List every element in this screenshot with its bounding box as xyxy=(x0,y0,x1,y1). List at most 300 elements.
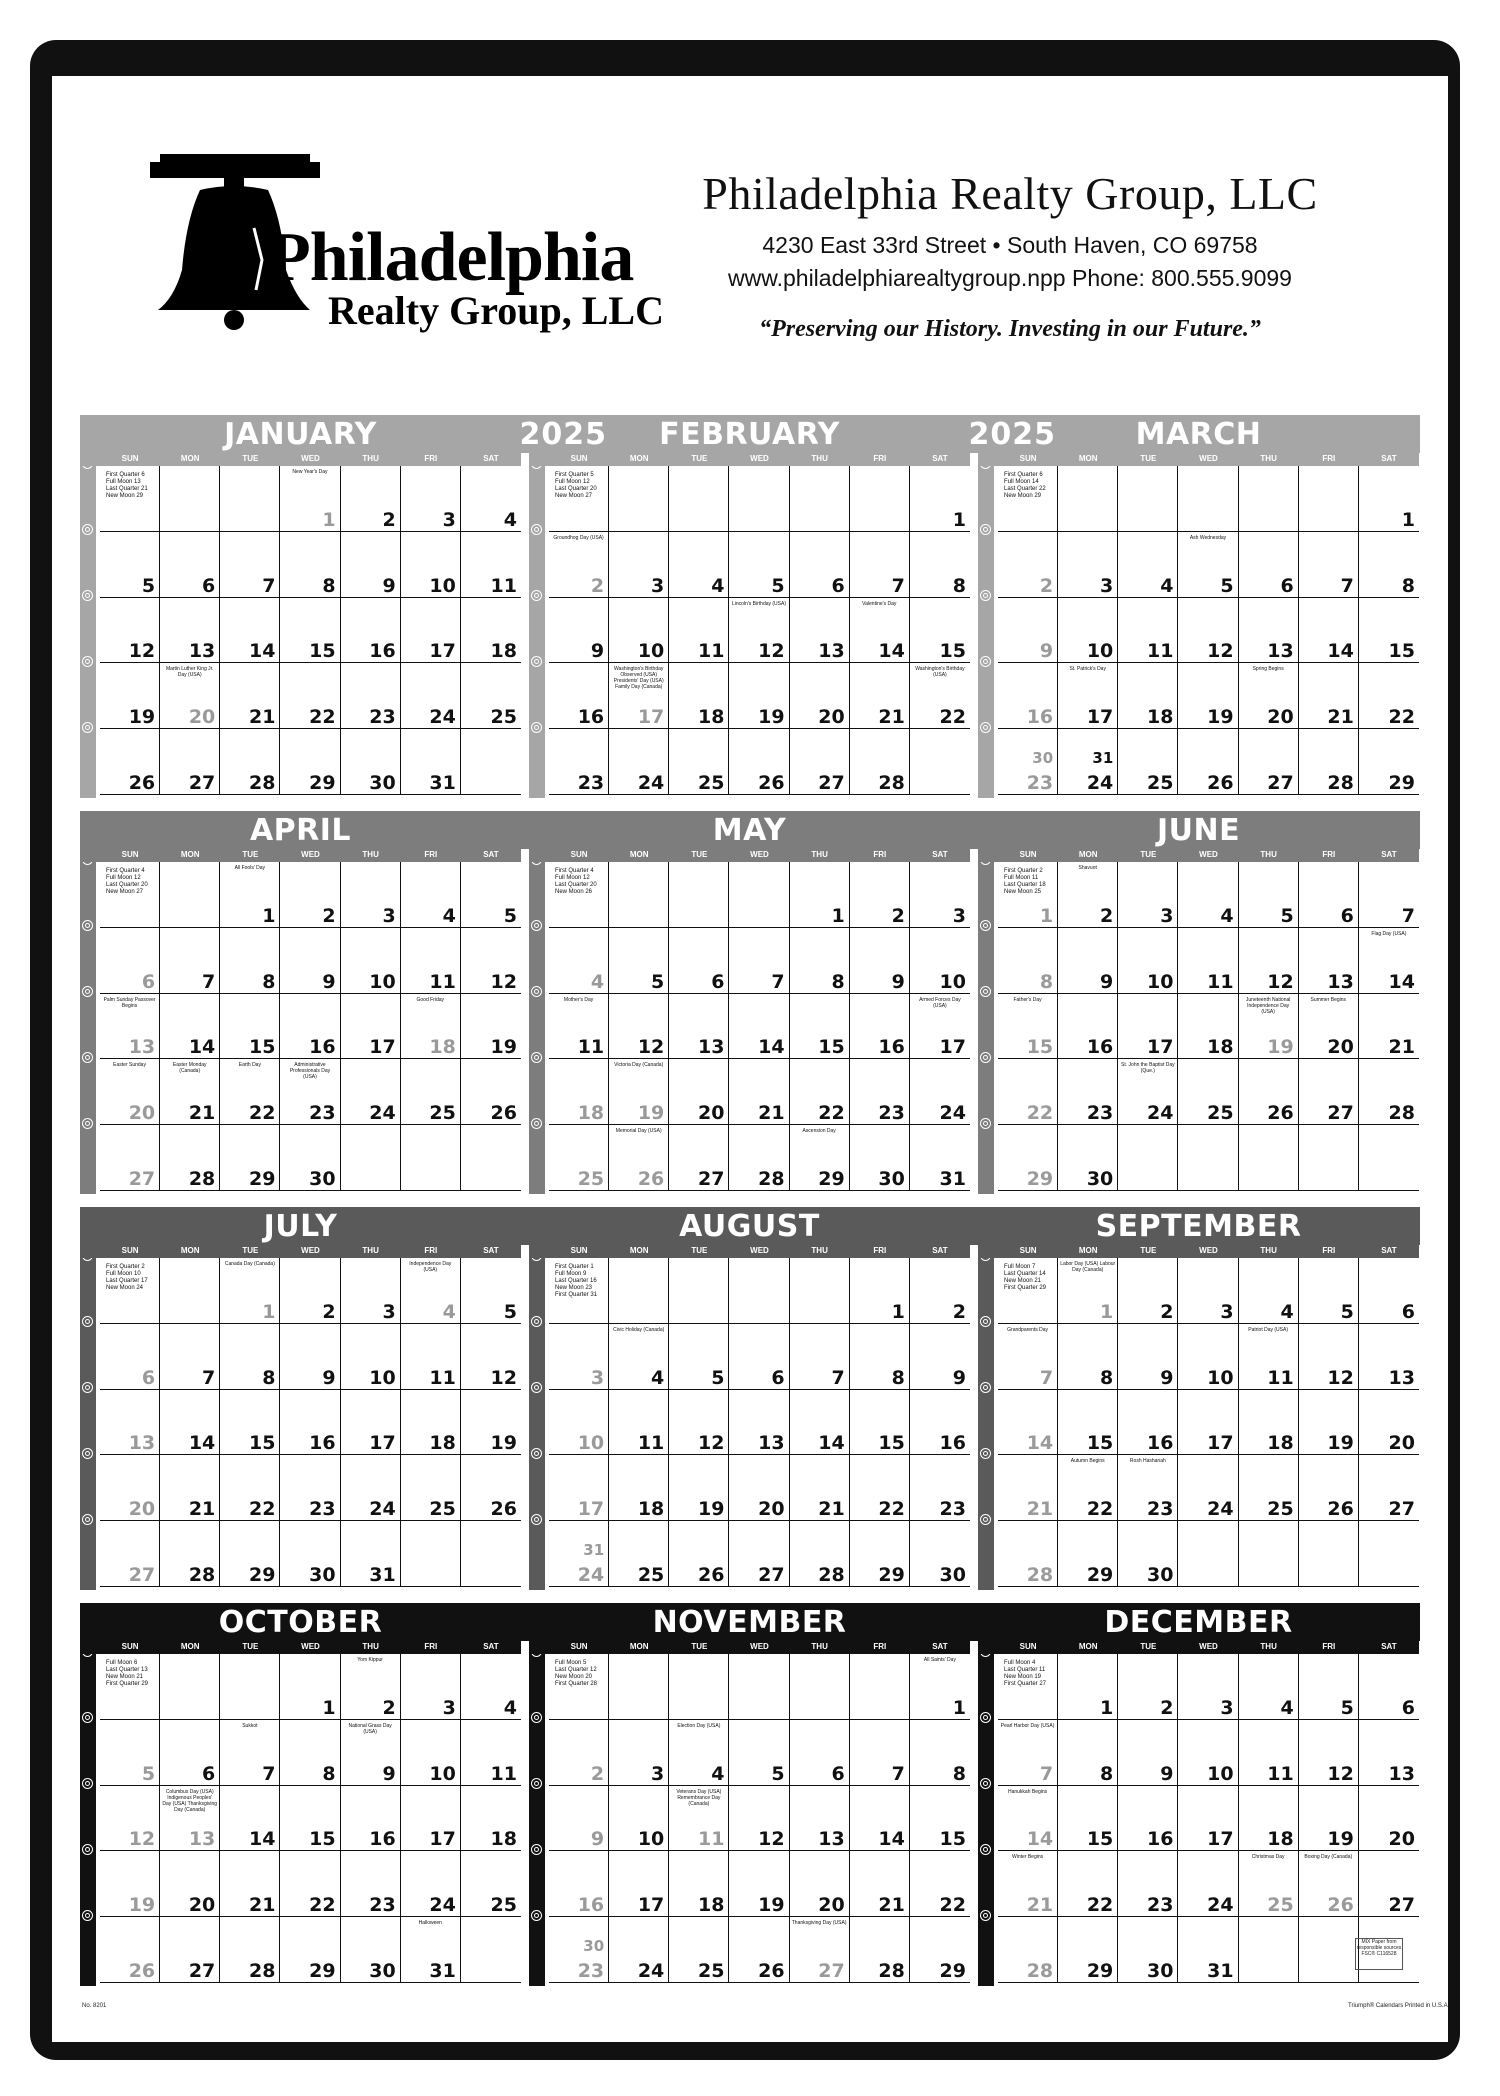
holiday-label: Shavuot xyxy=(1078,865,1097,871)
moon-phases xyxy=(555,472,597,500)
day-number: 28 xyxy=(1026,1564,1054,1586)
day-number: 17 xyxy=(429,1828,456,1851)
day-cell xyxy=(100,1258,160,1324)
day-number: 4 xyxy=(442,904,456,927)
weekday-label: TUE xyxy=(242,1246,259,1255)
day-number: 22 xyxy=(939,706,966,729)
day-number: 12 xyxy=(128,1828,156,1851)
week-marker-icon xyxy=(980,986,991,997)
month-december xyxy=(978,1603,1419,1986)
weekday-label: SAT xyxy=(932,850,948,859)
day-number: 12 xyxy=(490,1366,517,1389)
weekday-label: SAT xyxy=(1381,850,1397,859)
day-number: 13 xyxy=(188,1828,216,1851)
day-number: 1 xyxy=(1039,904,1054,927)
day-cell xyxy=(609,1258,669,1324)
day-cell xyxy=(341,928,401,994)
day-cell xyxy=(790,994,850,1060)
day-number: 27 xyxy=(1388,1894,1415,1917)
day-number: 14 xyxy=(1026,1828,1054,1851)
day-cell xyxy=(1058,994,1118,1060)
day-number: 22 xyxy=(1086,1894,1114,1917)
day-number: 10 xyxy=(939,970,966,993)
day-number: 11 xyxy=(1207,970,1234,993)
day-cell xyxy=(1058,532,1118,598)
moon-phase-line: New Moon 26 xyxy=(555,889,593,895)
day-cell xyxy=(1359,1059,1419,1125)
day-cell xyxy=(1359,862,1419,928)
day-number: 20 xyxy=(818,706,845,729)
moon-phase-line: First Quarter 27 xyxy=(1004,1681,1047,1687)
day-number: 16 xyxy=(369,640,396,663)
weekday-label: THU xyxy=(1260,454,1277,463)
day-cell xyxy=(850,1455,910,1521)
weekday-label: WED xyxy=(301,1642,320,1651)
day-cell xyxy=(100,1521,160,1587)
day-cell xyxy=(160,1521,220,1587)
month-grid xyxy=(549,1654,970,1983)
day-cell xyxy=(910,1654,970,1720)
week-marker-icon xyxy=(82,722,93,733)
day-cell xyxy=(401,1125,461,1191)
day-number: 25 xyxy=(1267,1498,1294,1521)
day-number: 14 xyxy=(248,640,276,663)
day-cell xyxy=(609,928,669,994)
day-cell xyxy=(1239,1324,1299,1390)
day-number: 23 xyxy=(1146,1498,1174,1521)
day-number: 14 xyxy=(248,1828,276,1851)
day-cell xyxy=(1359,1521,1419,1587)
day-cell xyxy=(1058,663,1118,729)
day-cell xyxy=(790,1258,850,1324)
day-number: 7 xyxy=(771,970,785,993)
weekday-label: FRI xyxy=(1322,1246,1336,1255)
day-number: 1 xyxy=(322,1696,336,1719)
day-cell xyxy=(1359,598,1419,664)
weekday-label: FRI xyxy=(424,850,438,859)
day-number: 30 xyxy=(939,1564,966,1586)
month-side-strip xyxy=(978,453,994,798)
day-cell xyxy=(1239,729,1299,795)
weekday-label: WED xyxy=(1199,1246,1218,1255)
day-number: 13 xyxy=(1388,1366,1415,1389)
day-cell xyxy=(1239,994,1299,1060)
day-number: 26 xyxy=(128,1960,156,1982)
holiday-label: Easter Sunday xyxy=(113,1062,146,1069)
day-number: 4 xyxy=(651,1366,665,1389)
moon-phase-line: First Quarter 2 xyxy=(106,1264,145,1270)
day-cell xyxy=(790,928,850,994)
day-number: 6 xyxy=(1340,904,1354,927)
day-number: 17 xyxy=(429,640,456,663)
day-number: 2 xyxy=(322,904,336,927)
day-number: 11 xyxy=(490,1762,517,1785)
day-number: 21 xyxy=(188,1102,216,1125)
day-cell xyxy=(461,1258,521,1324)
day-number: 9 xyxy=(322,1366,336,1389)
week-marker-icon xyxy=(82,1382,93,1393)
day-number: 28 xyxy=(1388,1102,1415,1125)
day-cell xyxy=(1178,1390,1238,1456)
day-cell xyxy=(1118,1059,1178,1125)
day-number: 25 xyxy=(577,1168,605,1190)
day-cell xyxy=(910,1720,970,1786)
day-cell xyxy=(1239,532,1299,598)
holiday-label: Easter Monday (Canada) xyxy=(172,1062,207,1075)
week-marker-icon xyxy=(980,590,991,601)
weekday-headers xyxy=(549,453,970,465)
day-number: 25 xyxy=(637,1564,665,1586)
day-number: 15 xyxy=(248,1036,276,1059)
weekday-label: MON xyxy=(1078,1642,1098,1651)
day-cell xyxy=(1178,1059,1238,1125)
day-cell xyxy=(1178,729,1238,795)
day-number: 18 xyxy=(429,1036,456,1059)
day-cell xyxy=(100,663,160,729)
day-number: 9 xyxy=(322,970,336,993)
day-number: 9 xyxy=(1100,970,1114,993)
day-cell xyxy=(609,1059,669,1125)
day-number: 1 xyxy=(262,1300,276,1323)
day-cell xyxy=(401,1324,461,1390)
day-cell xyxy=(100,994,160,1060)
day-cell xyxy=(1118,1851,1178,1917)
moon-phase-line: First Quarter 2 xyxy=(1004,868,1043,874)
month-side-strip xyxy=(80,1245,96,1590)
day-cell xyxy=(910,1258,970,1324)
day-cell xyxy=(729,1720,789,1786)
day-number: 11 xyxy=(697,640,725,663)
day-number: 7 xyxy=(202,970,216,993)
day-number: 13 xyxy=(128,1432,156,1455)
company-logo xyxy=(150,150,664,340)
weekday-label: WED xyxy=(1199,1642,1218,1651)
day-number: 22 xyxy=(248,1498,276,1521)
holiday-label: Juneteenth National Independence Day (USA) xyxy=(1245,996,1291,1015)
month-name: OCTOBER xyxy=(218,1605,383,1640)
day-cell xyxy=(280,1125,340,1191)
day-cell xyxy=(401,1258,461,1324)
holiday-label: Memorial Day (USA) xyxy=(615,1128,662,1135)
day-cell xyxy=(1359,1786,1419,1852)
day-cell xyxy=(1239,1125,1299,1191)
day-number: 16 xyxy=(939,1432,966,1455)
holiday-label: Columbus Day (USA) Indigenous Peoples' Day (USA) Thanksgiving Day (Canada) xyxy=(162,1788,218,1813)
holiday-label: Sukkot xyxy=(242,1722,258,1729)
day-number: 1 xyxy=(262,904,276,927)
day-cell xyxy=(790,1851,850,1917)
weekday-label: THU xyxy=(362,1246,379,1255)
day-number: 7 xyxy=(891,1762,905,1785)
day-number: 14 xyxy=(188,1432,216,1455)
day-number: 31 xyxy=(939,1168,966,1190)
day-cell xyxy=(790,1390,850,1456)
day-number: 31 xyxy=(1092,749,1114,767)
day-cell xyxy=(100,1059,160,1125)
day-cell xyxy=(341,1521,401,1587)
day-cell xyxy=(280,928,340,994)
day-number: 6 xyxy=(141,970,156,993)
week-marker-icon xyxy=(531,1316,542,1327)
day-cell xyxy=(910,1324,970,1390)
day-cell xyxy=(160,1720,220,1786)
day-cell xyxy=(1178,994,1238,1060)
day-number: 13 xyxy=(1267,640,1294,663)
day-cell xyxy=(669,1059,729,1125)
day-cell xyxy=(729,1390,789,1456)
holiday-label: New Year's Day xyxy=(292,469,328,475)
day-number: 21 xyxy=(818,1498,845,1521)
day-number: 9 xyxy=(590,640,605,663)
week-marker-icon xyxy=(980,524,991,535)
day-cell xyxy=(160,532,220,598)
month-grid xyxy=(549,1258,970,1587)
day-number: 4 xyxy=(1160,574,1174,597)
day-number: 12 xyxy=(758,1828,785,1851)
year-label: 2025 xyxy=(519,417,607,452)
day-number: 15 xyxy=(309,1828,336,1851)
day-number: 18 xyxy=(577,1102,605,1125)
day-number: 15 xyxy=(878,1432,905,1455)
day-cell xyxy=(1239,1455,1299,1521)
day-cell xyxy=(220,532,280,598)
day-number: 27 xyxy=(128,1564,156,1586)
day-cell xyxy=(910,663,970,729)
day-number: 3 xyxy=(1160,904,1174,927)
day-number: 21 xyxy=(248,706,276,729)
day-cell xyxy=(850,1059,910,1125)
day-number: 29 xyxy=(1086,1960,1114,1982)
day-cell xyxy=(609,1455,669,1521)
day-cell xyxy=(669,1521,729,1587)
day-cell xyxy=(669,928,729,994)
day-cell xyxy=(1359,1455,1419,1521)
day-cell xyxy=(729,1786,789,1852)
day-number: 22 xyxy=(248,1102,276,1125)
day-number: 22 xyxy=(878,1498,905,1521)
holiday-label: Administrative Professionals Day (USA) xyxy=(289,1062,331,1081)
day-number: 16 xyxy=(309,1036,336,1059)
moon-phase-line: New Moon 20 xyxy=(555,1674,593,1680)
day-cell xyxy=(1058,598,1118,664)
day-number: 22 xyxy=(939,1894,966,1917)
day-cell xyxy=(1299,598,1359,664)
day-number: 6 xyxy=(202,1762,216,1785)
day-cell xyxy=(341,729,401,795)
day-cell xyxy=(669,1125,729,1191)
day-cell xyxy=(280,1521,340,1587)
day-cell xyxy=(1178,1786,1238,1852)
day-cell xyxy=(790,1786,850,1852)
day-cell xyxy=(1359,928,1419,994)
weekday-label: THU xyxy=(811,1246,828,1255)
day-cell xyxy=(850,532,910,598)
week-marker-icon xyxy=(531,524,542,535)
day-cell xyxy=(850,663,910,729)
day-cell xyxy=(910,532,970,598)
day-cell xyxy=(341,1125,401,1191)
moon-phase-line: Full Moon 10 xyxy=(106,1271,141,1277)
day-number: 16 xyxy=(1146,1828,1174,1851)
day-cell xyxy=(220,729,280,795)
day-cell xyxy=(1359,1390,1419,1456)
month-name: FEBRUARY xyxy=(659,417,840,452)
day-number: 20 xyxy=(188,1894,216,1917)
weekday-label: WED xyxy=(301,454,320,463)
day-cell xyxy=(341,663,401,729)
day-cell xyxy=(220,1324,280,1390)
day-number: 11 xyxy=(429,1366,456,1389)
day-number: 2 xyxy=(952,1300,966,1323)
weekday-label: TUE xyxy=(1140,1246,1157,1255)
day-cell xyxy=(1359,994,1419,1060)
day-cell xyxy=(220,1654,280,1720)
holiday-label: Mother's Day xyxy=(563,996,594,1003)
day-cell xyxy=(1178,532,1238,598)
weekday-label: MON xyxy=(180,454,200,463)
day-number: 26 xyxy=(490,1498,517,1521)
holiday-label: Winter Begins xyxy=(1012,1854,1044,1861)
day-number: 1 xyxy=(952,508,966,531)
moon-phase-line: Full Moon 12 xyxy=(555,479,590,485)
day-number: 13 xyxy=(1327,970,1354,993)
holiday-label: Martin Luther King Jr. Day (USA) xyxy=(165,666,214,679)
weekday-label: WED xyxy=(750,850,769,859)
weekday-headers xyxy=(998,1641,1419,1653)
day-cell xyxy=(729,466,789,532)
day-cell xyxy=(1359,1324,1419,1390)
day-cell xyxy=(461,1390,521,1456)
moon-phase-line: Full Moon 14 xyxy=(1004,479,1039,485)
day-cell xyxy=(729,928,789,994)
day-number: 18 xyxy=(697,706,725,729)
day-cell xyxy=(549,532,609,598)
day-cell xyxy=(790,1324,850,1390)
weekday-label: THU xyxy=(362,850,379,859)
day-number: 17 xyxy=(637,706,665,729)
day-cell xyxy=(220,994,280,1060)
day-cell xyxy=(669,598,729,664)
weekday-headers xyxy=(100,1245,521,1257)
day-cell xyxy=(100,1851,160,1917)
day-number: 12 xyxy=(128,640,156,663)
day-number: 30 xyxy=(583,1937,605,1955)
day-cell xyxy=(1118,1125,1178,1191)
day-cell xyxy=(609,994,669,1060)
day-number: 10 xyxy=(1086,640,1114,663)
day-number: 14 xyxy=(1026,1432,1054,1455)
day-number: 3 xyxy=(382,904,396,927)
day-cell xyxy=(1239,862,1299,928)
day-number: 26 xyxy=(758,1960,785,1982)
day-number: 2 xyxy=(1100,904,1114,927)
day-cell xyxy=(669,1324,729,1390)
weekday-label: SUN xyxy=(570,454,588,463)
day-number: 5 xyxy=(651,970,665,993)
week-marker-icon xyxy=(82,1514,93,1525)
day-number: 30 xyxy=(369,772,396,794)
day-number: 24 xyxy=(1207,1894,1234,1917)
weekday-label: TUE xyxy=(691,1642,708,1651)
day-number: 3 xyxy=(382,1300,396,1323)
month-grid xyxy=(100,1654,521,1983)
day-number: 29 xyxy=(1026,1168,1054,1190)
weekday-label: MON xyxy=(629,454,649,463)
day-number: 19 xyxy=(128,706,156,729)
week-marker-icon xyxy=(980,722,991,733)
day-number: 18 xyxy=(429,1432,456,1455)
day-number: 7 xyxy=(262,1762,276,1785)
day-cell xyxy=(160,862,220,928)
day-cell xyxy=(341,598,401,664)
day-cell xyxy=(1058,862,1118,928)
day-cell xyxy=(850,994,910,1060)
month-august xyxy=(529,1207,970,1590)
day-number: 13 xyxy=(818,1828,845,1851)
day-cell xyxy=(1299,994,1359,1060)
day-cell xyxy=(790,1455,850,1521)
weekday-label: TUE xyxy=(691,850,708,859)
day-number: 5 xyxy=(503,1300,517,1323)
day-cell xyxy=(160,1125,220,1191)
day-number: 8 xyxy=(262,970,276,993)
day-number: 8 xyxy=(262,1366,276,1389)
day-number: 4 xyxy=(1280,1696,1294,1719)
day-cell xyxy=(549,1390,609,1456)
day-number: 20 xyxy=(188,706,216,729)
day-cell xyxy=(729,1917,789,1983)
day-number: 23 xyxy=(878,1102,905,1125)
weekday-headers xyxy=(998,849,1419,861)
day-cell xyxy=(280,994,340,1060)
day-number: 13 xyxy=(758,1432,785,1455)
day-cell xyxy=(401,466,461,532)
week-marker-icon xyxy=(82,524,93,535)
week-marker-icon xyxy=(980,1052,991,1063)
day-cell xyxy=(100,1455,160,1521)
day-number: 24 xyxy=(637,772,665,794)
day-number: 17 xyxy=(1207,1432,1234,1455)
day-cell xyxy=(280,1324,340,1390)
day-number: 30 xyxy=(309,1564,336,1586)
day-number: 15 xyxy=(939,640,966,663)
week-marker-icon xyxy=(531,986,542,997)
weekday-headers xyxy=(100,453,521,465)
day-number: 2 xyxy=(1160,1300,1174,1323)
moon-phases xyxy=(1004,472,1046,500)
day-cell xyxy=(280,1786,340,1852)
day-number: 6 xyxy=(771,1366,785,1389)
moon-phase-line: New Moon 24 xyxy=(106,1285,144,1291)
day-cell xyxy=(910,1059,970,1125)
day-number: 11 xyxy=(577,1036,605,1059)
day-cell xyxy=(1239,1917,1299,1983)
day-cell xyxy=(280,466,340,532)
day-cell xyxy=(609,1324,669,1390)
day-cell xyxy=(220,1786,280,1852)
day-number: 4 xyxy=(711,1762,725,1785)
company-address: 4230 East 33rd Street • South Haven, CO 69758 xyxy=(762,232,1258,258)
day-number: 4 xyxy=(442,1300,456,1323)
day-cell xyxy=(549,994,609,1060)
day-cell xyxy=(1118,1917,1178,1983)
moon-phase-line: First Quarter 4 xyxy=(555,868,594,874)
day-cell xyxy=(461,1455,521,1521)
weekday-label: SAT xyxy=(483,454,499,463)
day-cell xyxy=(1118,729,1178,795)
holiday-label: Halloween xyxy=(418,1920,442,1927)
holiday-label: Lincoln's Birthday (USA) xyxy=(731,600,786,607)
